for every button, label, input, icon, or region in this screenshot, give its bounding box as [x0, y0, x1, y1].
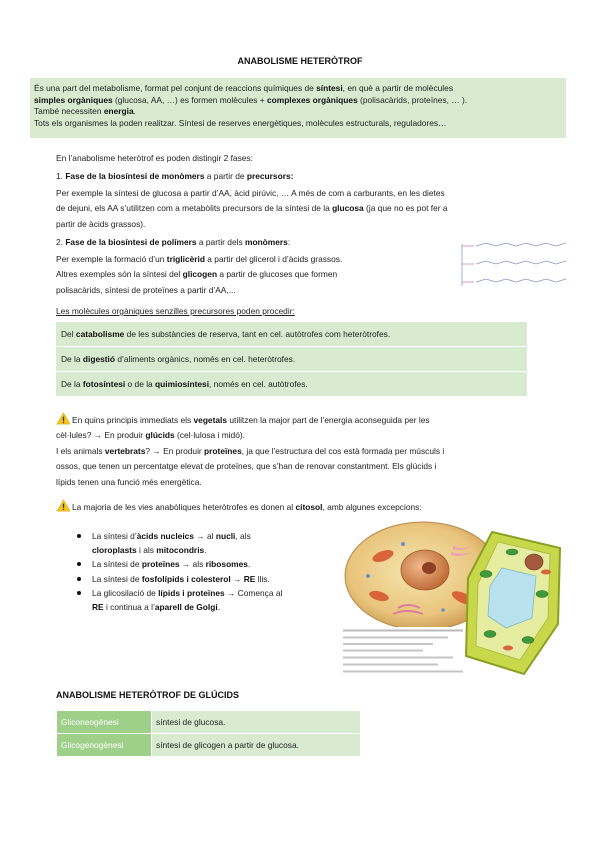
glucid-anabolism-table — [56, 710, 361, 757]
warning-icon — [56, 412, 71, 425]
triglyceride-diagram — [446, 236, 576, 296]
table-desc: síntesi de glucosa. — [152, 711, 361, 734]
table-term: Glicogenogènesi — [57, 734, 152, 757]
phase-2-title: 2. Fase de la biosíntesi de polímers a partir dels monòmers: — [56, 237, 291, 247]
phase-2: 2. Fase de la biosíntesi de polímers a partir dels monòmers: Per exemple la formació d’un triglicèrid a partir del glicerol i d’àcids grassos. Altres exemples són la síntesi del glicogen a partir de glucoses que formen polisacàrids, síntesi de proteïnes a partir d’AA,... — [56, 236, 441, 298]
table-row — [57, 711, 361, 734]
list-item: La glicosilació de lípids i proteïnes → Comença al RE i continua a l’aparell de Golgi. — [76, 586, 338, 614]
table-desc: síntesi de glicogen a partir de glucosa. — [152, 734, 361, 757]
source-row-3: De la fotosíntesi o de la quimiosíntesi, només en cel. autòtrofes. — [56, 372, 527, 396]
warning-block-1: En quins principis immediats els vegetals utilitzen la major part de l’energia aconseguida per les cèl·lules? → En produir glúcids (cel·lulosa i midó). I els animals vertebrats? → En produir proteïnes, ja que l’estructura del cos està formada per músculs i ossos, que tenen un percentatge elevat de proteïnes, que s’han de renovar constantment. Els glúcids i lípids tenen una funció més energètica. — [56, 412, 572, 490]
page-title: ANABOLISME HETERÒTROF — [237, 56, 363, 66]
warning-block-2: La majoria de les vies anabòliques heteròtrofes es donen al citosol, amb algunes excepcions: — [56, 499, 422, 514]
source-row-1: Del catabolisme de les substàncies de reserva, tant en cel. autòtrofes com heteròtrofes. — [56, 322, 527, 346]
warning-icon — [56, 499, 71, 512]
phase-1-title: 1. Fase de la biosíntesi de monòmers a partir de precursors: — [56, 171, 294, 181]
phase-1: 1. Fase de la biosíntesi de monòmers a partir de precursors: Per exemple la síntesi de glucosa a partir d’AA, àcid pirúvic, … A més de com a carburants, en les dietes de dejuni, els AA s’utilitzen com a metabòlits precursors de la síntesi de la glucosa (ja que no es pot fer a partir de àcids grassos). — [56, 170, 576, 232]
list-item: La síntesi de fosfolípids i colesterol → RE llis. — [76, 572, 338, 586]
figure-caption — [343, 627, 505, 675]
intro-box: És una part del metabolisme, format pel conjunt de reaccions químiques de síntesi, en què a partir de molècules simples orgàniques (glucosa, AA, …) es formen molècules + complexes orgàniques (polisacàrids, proteïnes, … ). També necessiten energia. Tots els organismes la poden realitzar. Síntesi de reserves energètiques, molècules estructurals, reguladores… — [30, 78, 566, 138]
phases-intro: En l’anabolisme heteròtrof es poden distingir 2 fases: — [56, 153, 253, 163]
list-item: La síntesi d’àcids nucleics → al nucli, als cloroplasts i als mitocondris. — [76, 529, 338, 557]
section-2-title: ANABOLISME HETERÒTROF DE GLÚCIDS — [56, 690, 240, 700]
table-term: Gliconeogènesi — [57, 711, 152, 734]
table-row — [57, 734, 361, 757]
source-row-2: De la digestió d’aliments orgànics, només en cel. heteròtrofes. — [56, 347, 527, 371]
list-item: La síntesi de proteïnes → als ribosomes. — [76, 557, 338, 571]
exceptions-list — [76, 529, 338, 614]
sources-heading: Les molècules orgàniques senzilles precursores poden procedir: — [56, 306, 295, 316]
